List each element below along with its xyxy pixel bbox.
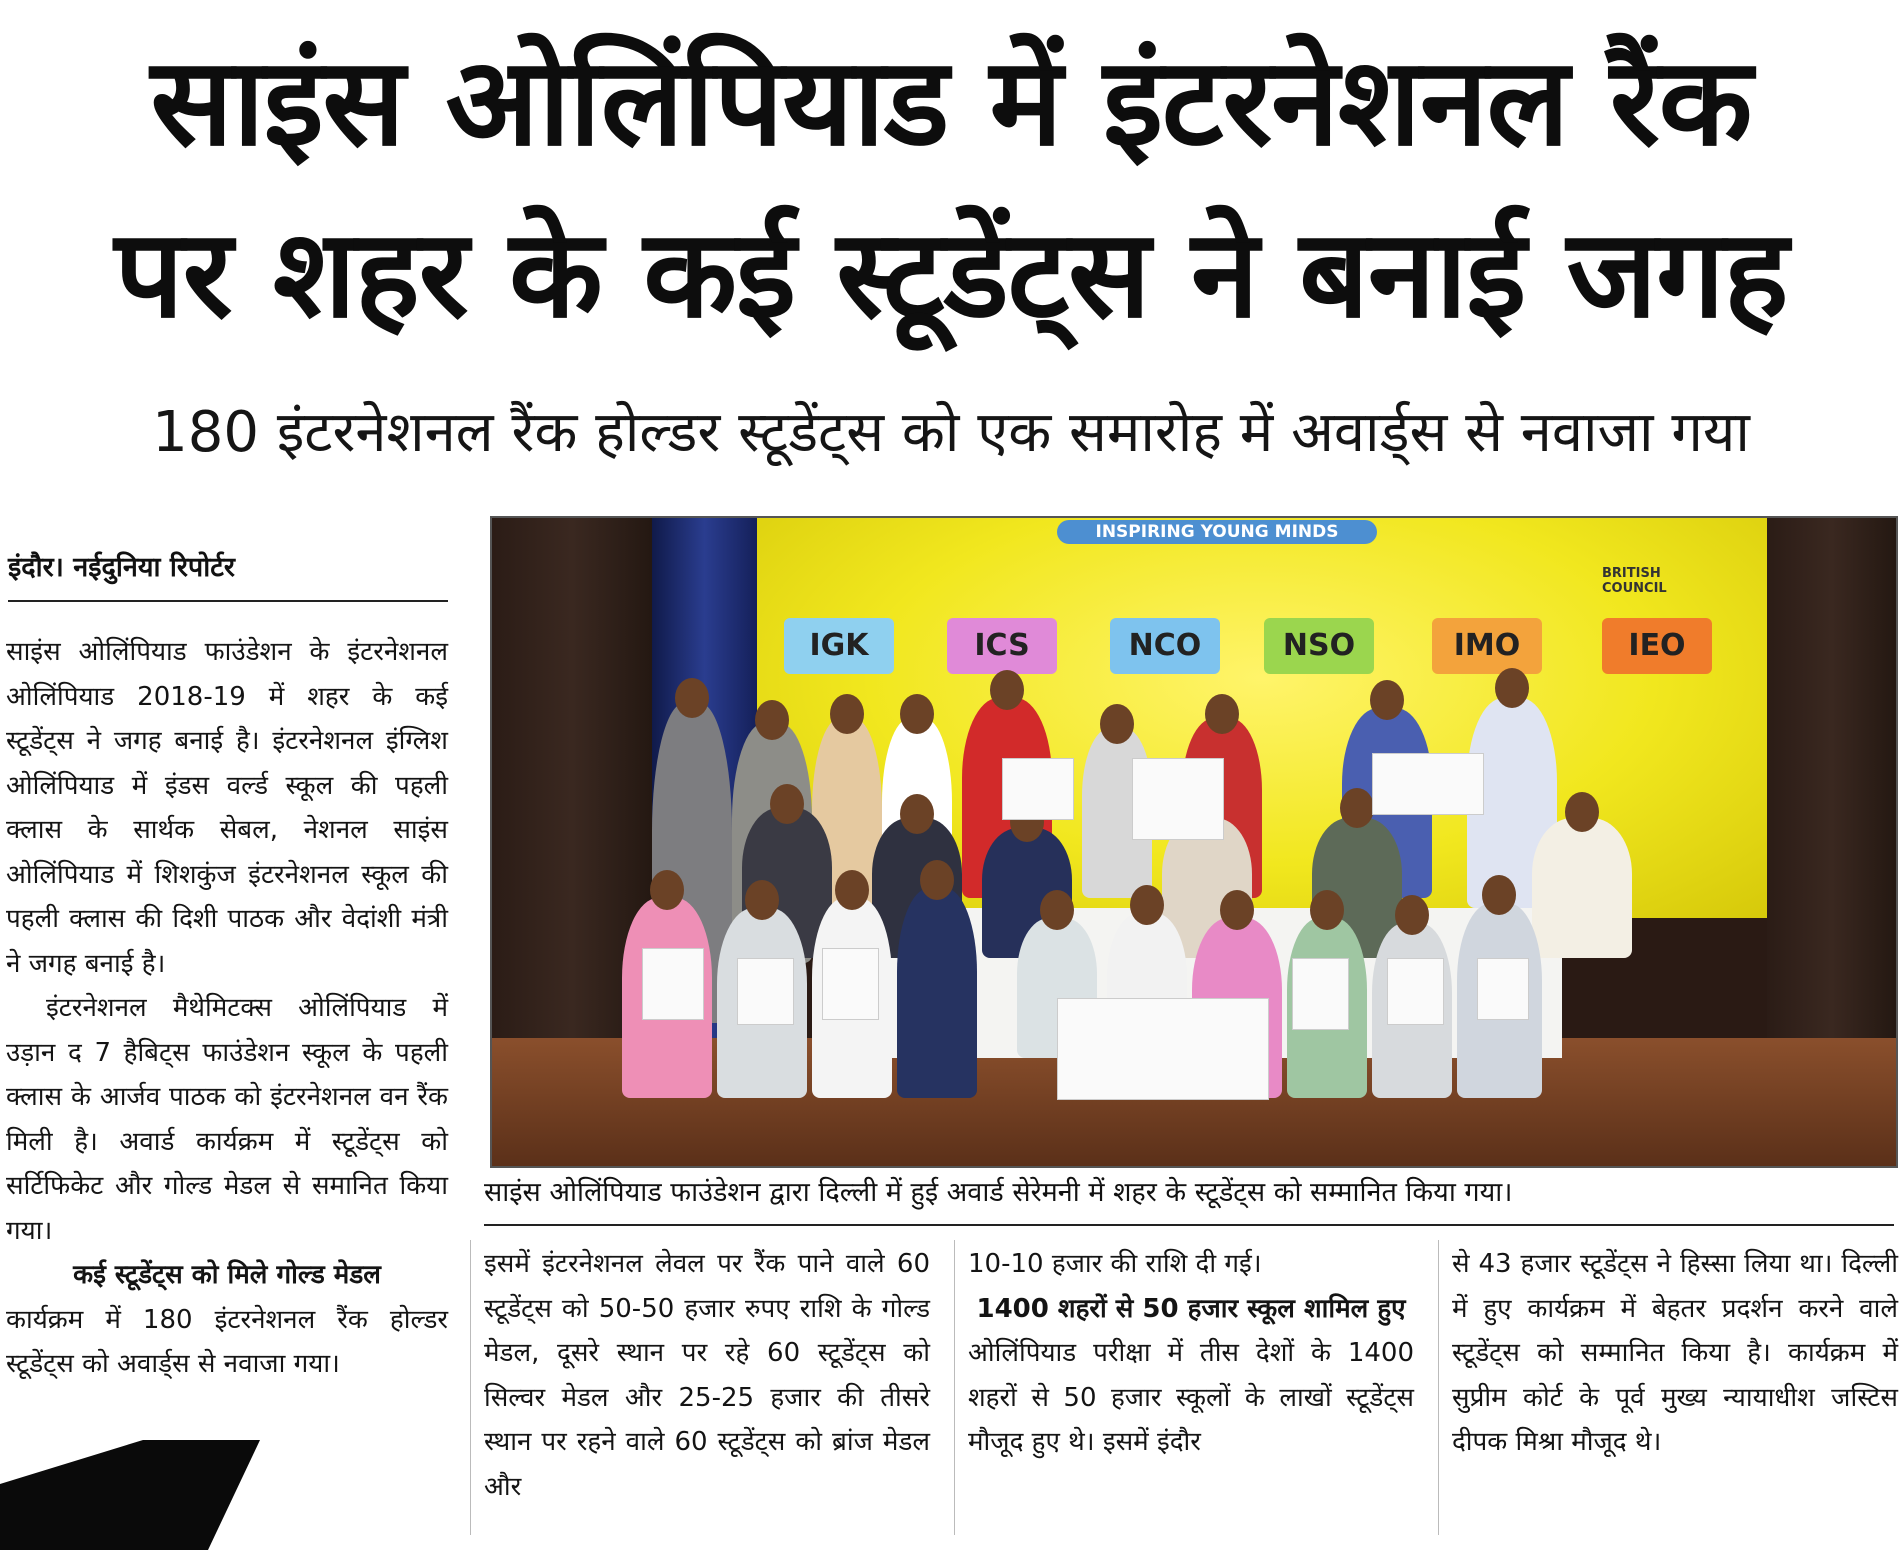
- ics-logo: [947, 618, 1057, 674]
- certificate: [1477, 958, 1529, 1020]
- ieo-logo-text: IEO: [1628, 628, 1686, 663]
- caption-divider: [484, 1224, 1894, 1226]
- col3-subheading: 1400 शहरों से 50 हजार स्कूल शामिल हुए: [976, 1293, 1406, 1324]
- person-head: [675, 678, 709, 718]
- col1-subheading: कई स्टूडेंट्स को मिले गोल्ड मेडल: [73, 1260, 381, 1290]
- byline: इंदौर। नईदुनिया रिपोर्टर: [8, 552, 235, 583]
- person-head: [835, 870, 869, 910]
- headline-line-2: पर शहर के कई स्टूडेंट्स ने बनाई जगह: [114, 203, 1788, 345]
- person-head: [745, 880, 779, 920]
- person-head: [1205, 694, 1239, 734]
- certificate: [737, 958, 794, 1025]
- nco-logo-text: NCO: [1128, 628, 1202, 663]
- headline-line-1: साइंस ओलिंपियाड में इंटरनेशनल रैंक: [150, 31, 1752, 173]
- person-head: [650, 870, 684, 910]
- person-head: [755, 700, 789, 740]
- certificate: [1292, 958, 1349, 1030]
- british-council-logo: BRITISH COUNCIL: [1602, 566, 1667, 596]
- nso-logo: [1264, 618, 1374, 674]
- certificate: [1372, 753, 1484, 815]
- person-head: [900, 694, 934, 734]
- col1-paragraph-2: इंटरनेशनल मैथेमिटक्स ओलिंपियाड में उड़ान द 7 हैबिट्स फाउंडेशन स्कूल के पहली क्लास के आर्जव पाठक को इंटरनेशनल वन रैंक मिली है। अवार्ड कार्यक्रम में स्टूडेंट्स को सर्टिफिकेट और गोल्ड मेडल से समानित किया गया।: [6, 993, 448, 1246]
- person-head: [1340, 788, 1374, 828]
- certificate: [822, 948, 879, 1020]
- col1-paragraph-1: साइंस ओलिंपियाड फाउंडेशन के इंटरनेशनल ओलिंपियाड 2018-19 में शहर के कई स्टूडेंट्स ने जगह बनाई है। इंटरनेशनल इंग्लिश ओलिंपियाड में इंडस वर्ल्ड स्कूल की पहली क्लास के सार्थक सेबल, नेशनल साइंस ओलिंपियाड में शिशकुंज इंटरनेशनल स्कूल की पहली क्लास की दिशी पाठक और वेदांशी मंत्री ने जगह बनाई है।: [6, 637, 448, 979]
- col2-paragraph: इसमें इंटरनेशनल लेवल पर रैंक पाने वाले 60 स्टूडेंट्स को 50-50 हजार रुपए राशि के गोल्ड मेडल, दूसरे स्थान पर रहे 60 स्टूडेंट्स को सिल्वर मेडल और 25-25 हजार की तीसरे स्थान पर रहने वाले 60 स्टूडेंट्स को ब्रांज मेडल और: [484, 1249, 930, 1502]
- certificate: [1387, 958, 1444, 1025]
- column-divider: [954, 1240, 955, 1535]
- person-head: [1130, 885, 1164, 925]
- person-head: [1220, 890, 1254, 930]
- photo-caption: साइंस ओलिंपियाड फाउंडेशन द्वारा दिल्ली में हुई अवार्ड सेरेमनी में शहर के स्टूडेंट्स को सम्मानित किया गया।: [484, 1177, 1513, 1208]
- person-head: [1100, 704, 1134, 744]
- imo-logo-text: IMO: [1453, 628, 1521, 663]
- ieo-logo: [1602, 618, 1712, 674]
- subheadline: 180 इंटरनेशनल रैंक होल्डर स्टूडेंट्स को एक समारोह में अवार्ड्स से नवाजा गया: [152, 400, 1750, 465]
- person: [1532, 818, 1632, 958]
- igk-logo: [784, 618, 894, 674]
- nco-logo: [1110, 618, 1220, 674]
- igk-logo-text: IGK: [809, 628, 869, 663]
- person-head: [1370, 680, 1404, 720]
- col3-paragraph-2: ओलिंपियाड परीक्षा में तीस देशों के 1400 शहरों से 50 हजार स्कूलों के लाखों स्टूडेंट्स मौजूद हुए थे। इसमें इंदौर: [968, 1338, 1414, 1457]
- person-head: [1040, 890, 1074, 930]
- col4-paragraph: से 43 हजार स्टूडेंट्स ने हिस्सा लिया था। दिल्ली में हुए कार्यक्रम में बेहतर प्रदर्शन करने वाले स्टूडेंट्स को सम्मानित किया है। कार्यक्रम में सुप्रीम कोर्ट के पूर्व मुख्य न्यायाधीश जस्टिस दीपक मिश्रा मौजूद थे।: [1452, 1249, 1898, 1457]
- person-head: [990, 670, 1024, 710]
- corner-graphic: [0, 1440, 260, 1550]
- byline-divider: [8, 600, 448, 602]
- nso-logo-text: NSO: [1282, 628, 1356, 663]
- person-head: [1482, 875, 1516, 915]
- person-head: [1495, 668, 1529, 708]
- person-head: [920, 860, 954, 900]
- person-head: [830, 694, 864, 734]
- imo-logo: [1432, 618, 1542, 674]
- ceremony-photo: [490, 516, 1898, 1168]
- certificate: [1132, 758, 1224, 840]
- article-column-3: [968, 1242, 1414, 1465]
- article-column-4: [1452, 1242, 1898, 1465]
- ics-logo-text: ICS: [974, 628, 1030, 663]
- person: [897, 888, 977, 1098]
- article-column-2: [484, 1242, 930, 1509]
- column-divider: [1438, 1240, 1439, 1535]
- col1-paragraph-3: कार्यक्रम में 180 इंटरनेशनल रैंक होल्डर स्टूडेंट्स को अवार्ड्स से नवाजा गया।: [6, 1304, 448, 1379]
- person-head: [770, 784, 804, 824]
- person-head: [900, 794, 934, 834]
- backdrop-banner: INSPIRING YOUNG MINDS: [1057, 520, 1377, 544]
- col3-paragraph-1: 10-10 हजार की राशि दी गई।: [968, 1249, 1262, 1279]
- certificate: [642, 948, 704, 1020]
- person-head: [1395, 895, 1429, 935]
- article-column-1: [6, 630, 448, 1387]
- big-cheque: [1057, 998, 1269, 1100]
- person-head: [1310, 890, 1344, 930]
- certificate: [1002, 758, 1074, 820]
- person-head: [1565, 792, 1599, 832]
- column-divider: [470, 1240, 471, 1535]
